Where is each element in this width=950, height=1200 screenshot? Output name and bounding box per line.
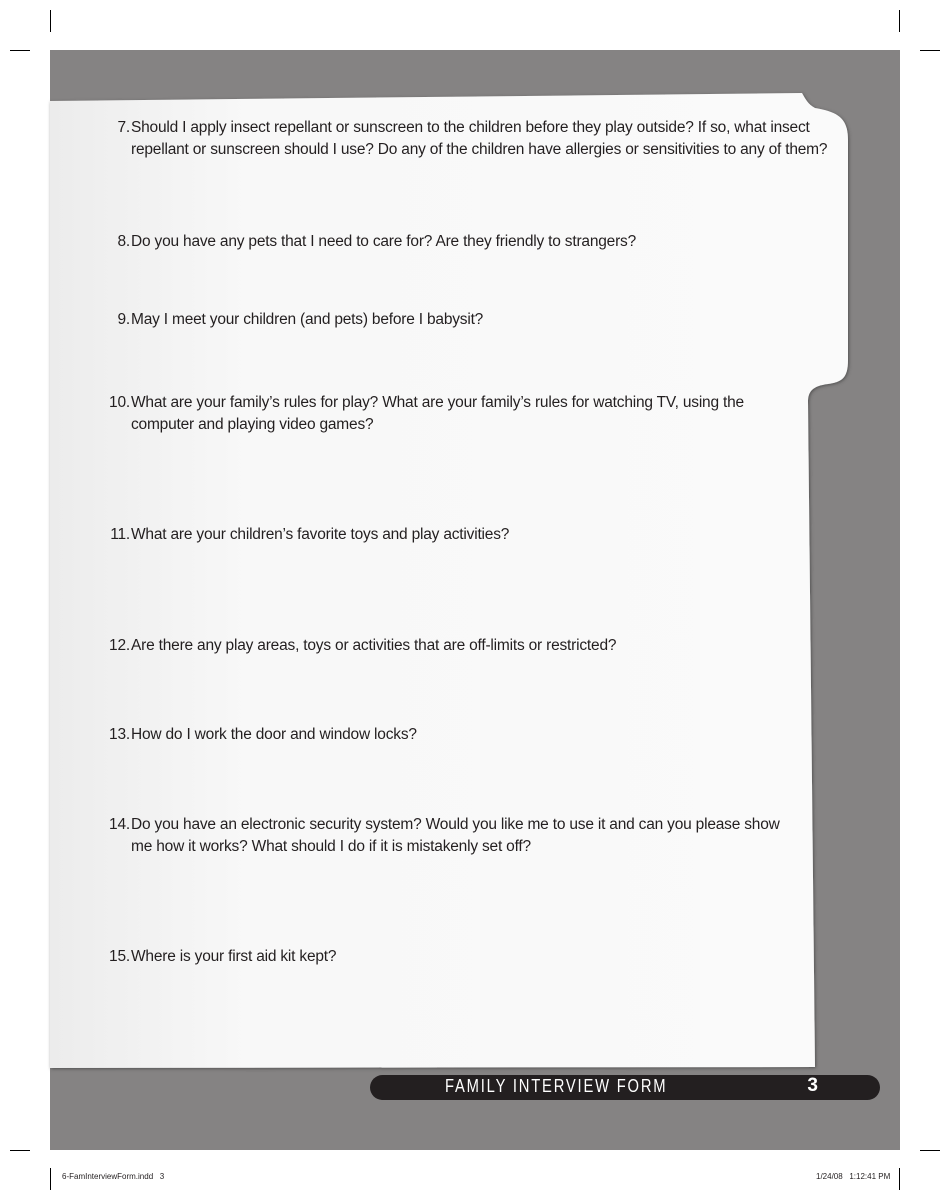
slug-timestamp: 1/24/08 1:12:41 PM — [816, 1172, 891, 1181]
question-10 — [100, 392, 800, 436]
question-text: How do I work the door and window locks? — [131, 726, 417, 743]
question-text: Are there any play areas, toys or activities that are off-limits or restricted? — [131, 637, 617, 654]
question-number: 8. — [117, 233, 130, 250]
question-12 — [100, 635, 800, 657]
question-15 — [100, 946, 800, 968]
question-11 — [100, 524, 800, 546]
question-text: Do you have any pets that I need to care for? Are they friendly to strangers? — [131, 233, 637, 250]
question-text: What are your children’s favorite toys and play activities? — [131, 526, 510, 543]
footer-title: FAMILY INTERVIEW FORM — [445, 1076, 668, 1096]
question-text: Do you have an electronic security system? Would you like me to use it and can you please show me how it works? What should I do if it is mistakenly set off? — [131, 816, 780, 855]
question-text: Where is your first aid kit kept? — [131, 948, 337, 965]
question-number: 15. — [109, 948, 130, 965]
question-text: May I meet your children (and pets) before I babysit? — [131, 311, 484, 328]
question-9 — [100, 309, 840, 331]
question-number: 13. — [109, 726, 130, 743]
page-number: 3 — [807, 1075, 818, 1096]
question-8 — [100, 231, 840, 253]
footer-bar — [370, 1075, 880, 1100]
question-number: 9. — [117, 311, 130, 328]
question-number: 14. — [109, 816, 130, 833]
slug-file-name: 6-FamInterviewForm.indd 3 — [62, 1172, 165, 1181]
question-number: 12. — [109, 637, 130, 654]
question-14 — [100, 814, 780, 858]
question-7 — [100, 117, 840, 161]
question-text: Should I apply insect repellant or sunscreen to the children before they play outside? If so, what insect repellant or sunscreen should I use? Do any of the children have allergies or sensitivities to any of them? — [131, 119, 828, 158]
question-number: 11. — [110, 526, 130, 543]
question-13 — [100, 724, 800, 746]
question-text: What are your family’s rules for play? What are your family’s rules for watching TV, using the computer and playing video games? — [131, 394, 744, 433]
question-number: 10. — [109, 394, 130, 411]
question-number: 7. — [117, 119, 130, 136]
